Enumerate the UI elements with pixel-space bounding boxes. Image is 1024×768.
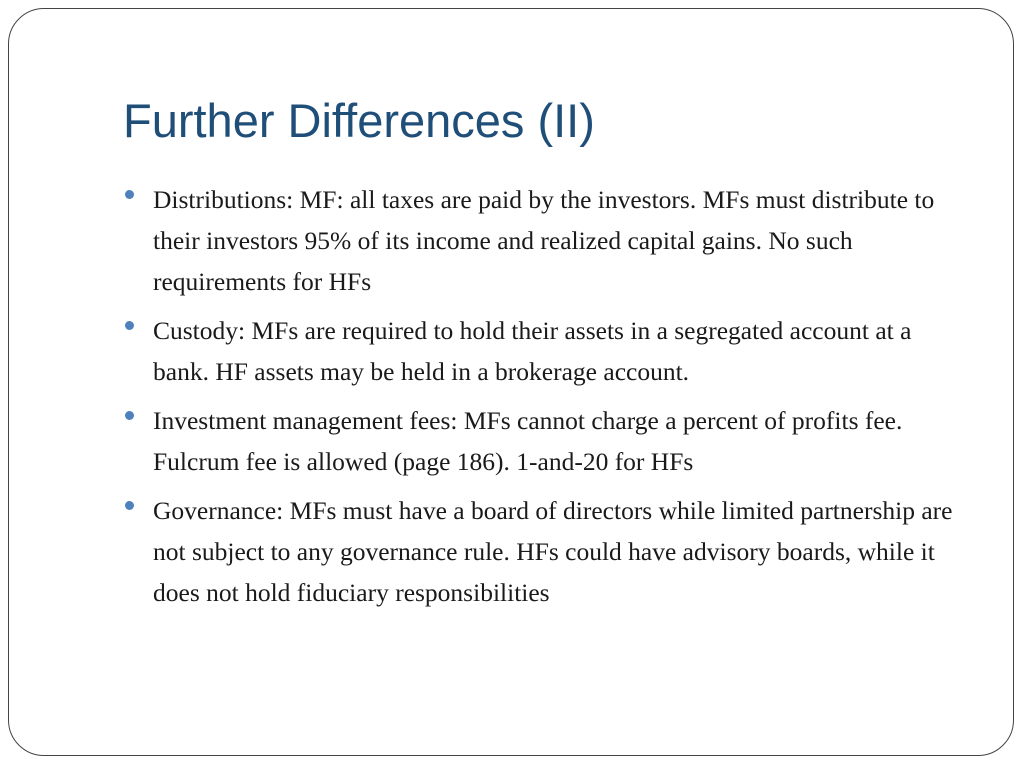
bullet-text: Governance: MFs must have a board of directors while limited partnership are not subject to any governance rule. HFs could have advisory boards, while it does not hold fiduciary responsibilities [153,496,953,607]
bullet-item-custody [123,310,973,392]
bullet-dot-icon [125,411,134,420]
bullet-text: Investment management fees: MFs cannot charge a percent of profits fee. Fulcrum fee is allowed (page 186). 1-and-20 for HFs [153,406,903,476]
bullet-text: Custody: MFs are required to hold their assets in a segregated account at a bank. HF assets may be held in a brokerage account. [153,316,912,386]
slide-title: Further Differences (II) [123,94,595,147]
bullet-item-governance [123,490,973,613]
bullet-dot-icon [125,190,134,199]
slide-frame [8,8,1014,756]
bullet-text: Distributions: MF: all taxes are paid by the investors. MFs must distribute to their investors 95% of its income and realized capital gains. No such requirements for HFs [153,185,935,296]
bullet-dot-icon [125,321,134,330]
bullet-item-fees [123,400,973,482]
bullet-dot-icon [125,501,134,510]
bullet-list [123,179,973,621]
bullet-item-distributions [123,179,973,302]
